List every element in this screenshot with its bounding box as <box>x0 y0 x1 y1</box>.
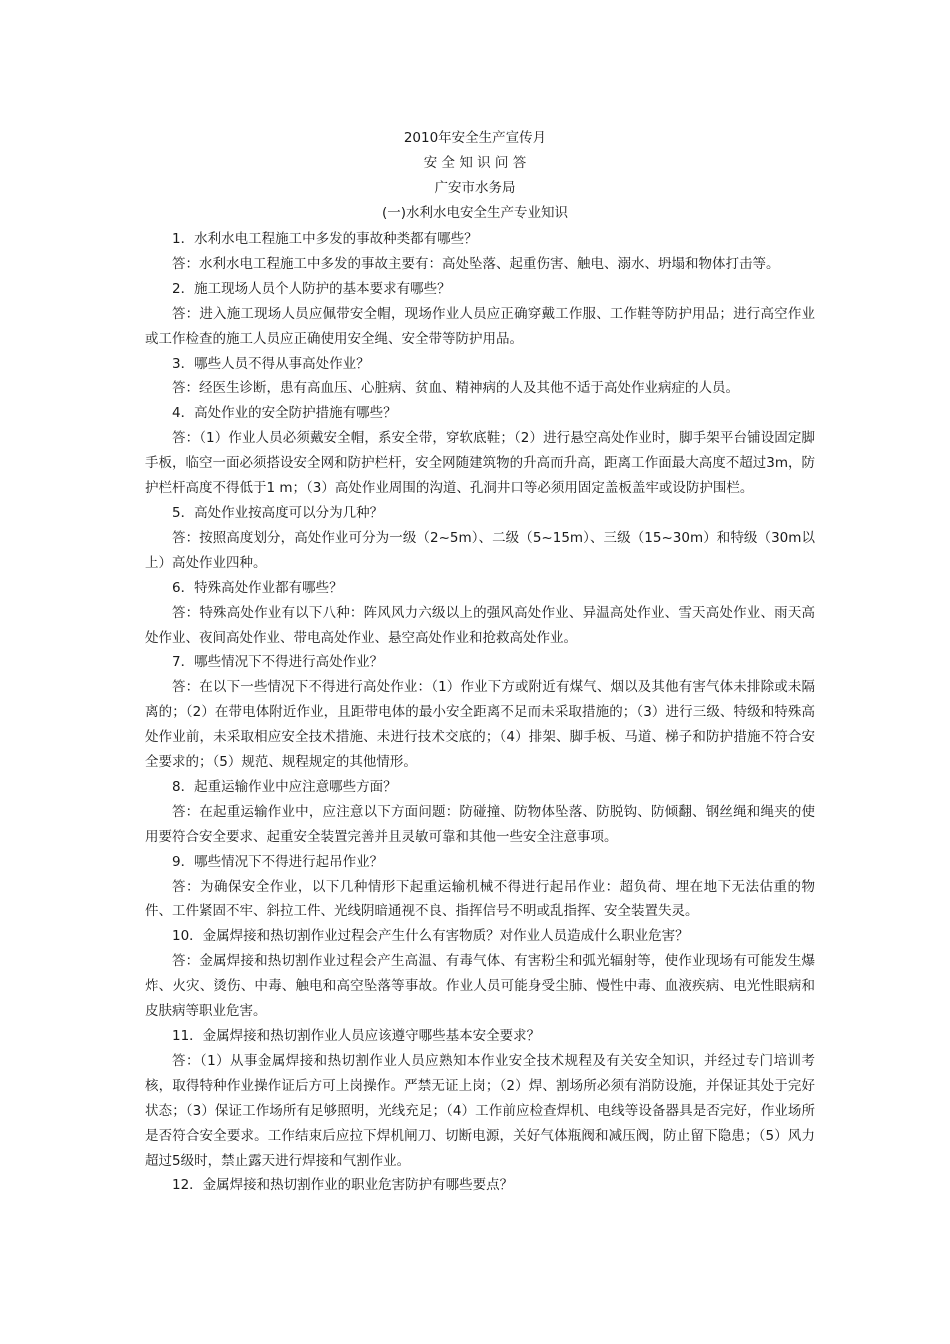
question-11: 11．金属焊接和热切割作业人员应该遵守哪些基本安全要求？ <box>172 1028 541 1044</box>
question-1: 1．水利水电工程施工中多发的事故种类都有哪些？ <box>172 231 478 247</box>
answer-2: 答：进入施工现场人员应佩带安全帽，现场作业人员应正确穿戴工作服、工作鞋等防护用品；进行高空作业或工作检查的施工人员应正确使用安全绳、安全带等防护用品。 <box>145 305 815 347</box>
answer-5: 答：按照高度划分，高处作业可分为一级（2~5m）、二级（5~15m）、三级（15~30m）和特级（30m以上）高处作业四种。 <box>145 529 815 571</box>
question-6: 6．特殊高处作业都有哪些？ <box>172 579 343 596</box>
question-5: 5．高处作业按高度可以分为几种？ <box>172 504 384 521</box>
question-10: 10．金属焊接和热切割作业过程会产生什么有害物质？对作业人员造成什么职业危害？ <box>172 928 689 945</box>
question-12: 12．金属焊接和热切割作业的职业危害防护有哪些要点？ <box>172 1177 514 1194</box>
question-3: 3．哪些人员不得从事高处作业？ <box>172 355 370 372</box>
question-9: 9．哪些情况下不得进行起吊作业？ <box>172 853 384 870</box>
document-body <box>145 227 815 1198</box>
answer-7: 答：在以下一些情况下不得进行高处作业：（1）作业下方或附近有煤气、烟以及其他有害气体未排除或未隔离的；（2）在带电体附近作业，且距带电体的最小安全距离不足而未采取措施的；（3）进行三级、特级和特殊高处作业前，未采取相应安全技术措施、未进行技术交底的；（4）排架、脚手板、马道、梯子和防护措施不符合安全要求的；（5）规范、规程规定的其他情形。 <box>145 679 815 771</box>
question-7: 7．哪些情况下不得进行高处作业？ <box>172 654 384 671</box>
answer-6: 答：特殊高处作业有以下八种：阵风风力六级以上的强风高处作业、异温高处作业、雪天高处作业、雨天高处作业、夜间高处作业、带电高处作业、悬空高处作业和抢救高处作业。 <box>145 604 815 646</box>
answer-8: 答：在起重运输作业中，应注意以下方面问题：防碰撞、防物体坠落、防脱钩、防倾翻、钢丝绳和绳夹的使用要符合安全要求、起重安全装置完善并且灵敏可靠和其他一些安全注意事项。 <box>145 803 815 845</box>
question-2: 2．施工现场人员个人防护的基本要求有哪些？ <box>172 280 451 297</box>
document-issuer: 广安市水务局 <box>434 180 516 196</box>
answer-9: 答：为确保安全作业，以下几种情形下起重运输机械不得进行起吊作业：超负荷、埋在地下无法估重的物件、工件紧固不牢、斜拉工件、光线阴暗通视不良、指挥信号不明或乱指挥、安全装置失灵。 <box>145 878 815 920</box>
answer-3: 答：经医生诊断，患有高血压、心脏病、贫血、精神病的人及其他不适于高处作业病症的人员。 <box>172 380 739 397</box>
document-title-year: 2010年安全生产宣传月 <box>403 130 547 146</box>
document-title: 安 全 知 识 问 答 <box>423 155 527 171</box>
answer-4: 答：（1）作业人员必须戴安全帽，系安全带，穿软底鞋；（2）进行悬空高处作业时，脚手架平台铺设固定脚手板，临空一面必须搭设安全网和防护栏杆，安全网随建筑物的升高而升高，距离工作面最大高度不超过3m，防护栏杆高度不得低于1 m；（3）高处作业周围的沟道、孔洞井口等必须用固定盖板盖牢或设防护围栏。 <box>145 430 815 497</box>
answer-10: 答：金属焊接和热切割作业过程会产生高温、有毒气体、有害粉尘和弧光辐射等，使作业现场有可能发生爆炸、火灾、烫伤、中毒、触电和高空坠落等事故。作业人员可能身受尘肺、慢性中毒、血液疾病、电光性眼病和皮肤病等职业危害。 <box>145 953 815 1020</box>
question-8: 8．起重运输作业中应注意哪些方面？ <box>172 778 397 795</box>
question-4: 4．高处作业的安全防护措施有哪些？ <box>172 405 397 422</box>
section-heading: (一)水利水电安全生产专业知识 <box>381 205 569 221</box>
answer-1: 答：水利水电工程施工中多发的事故主要有：高处坠落、起重伤害、触电、溺水、坍塌和物体打击等。 <box>172 255 780 272</box>
answer-11: 答：（1）从事金属焊接和热切割作业人员应熟知本作业安全技术规程及有关安全知识，并经过专门培训考核，取得特种作业操作证后方可上岗操作。严禁无证上岗；（2）焊、割场所必须有消防设施，并保证其处于完好状态；（3）保证工作场所有足够照明，光线充足；（4）工作前应检查焊机、电线等设备器具是否完好，作业场所是否符合安全要求。工作结束后应拉下焊机闸刀、切断电源，关好气体瓶阀和减压阀，防止留下隐患；（5）风力超过5级时，禁止露天进行焊接和气割作业。 <box>145 1052 815 1169</box>
